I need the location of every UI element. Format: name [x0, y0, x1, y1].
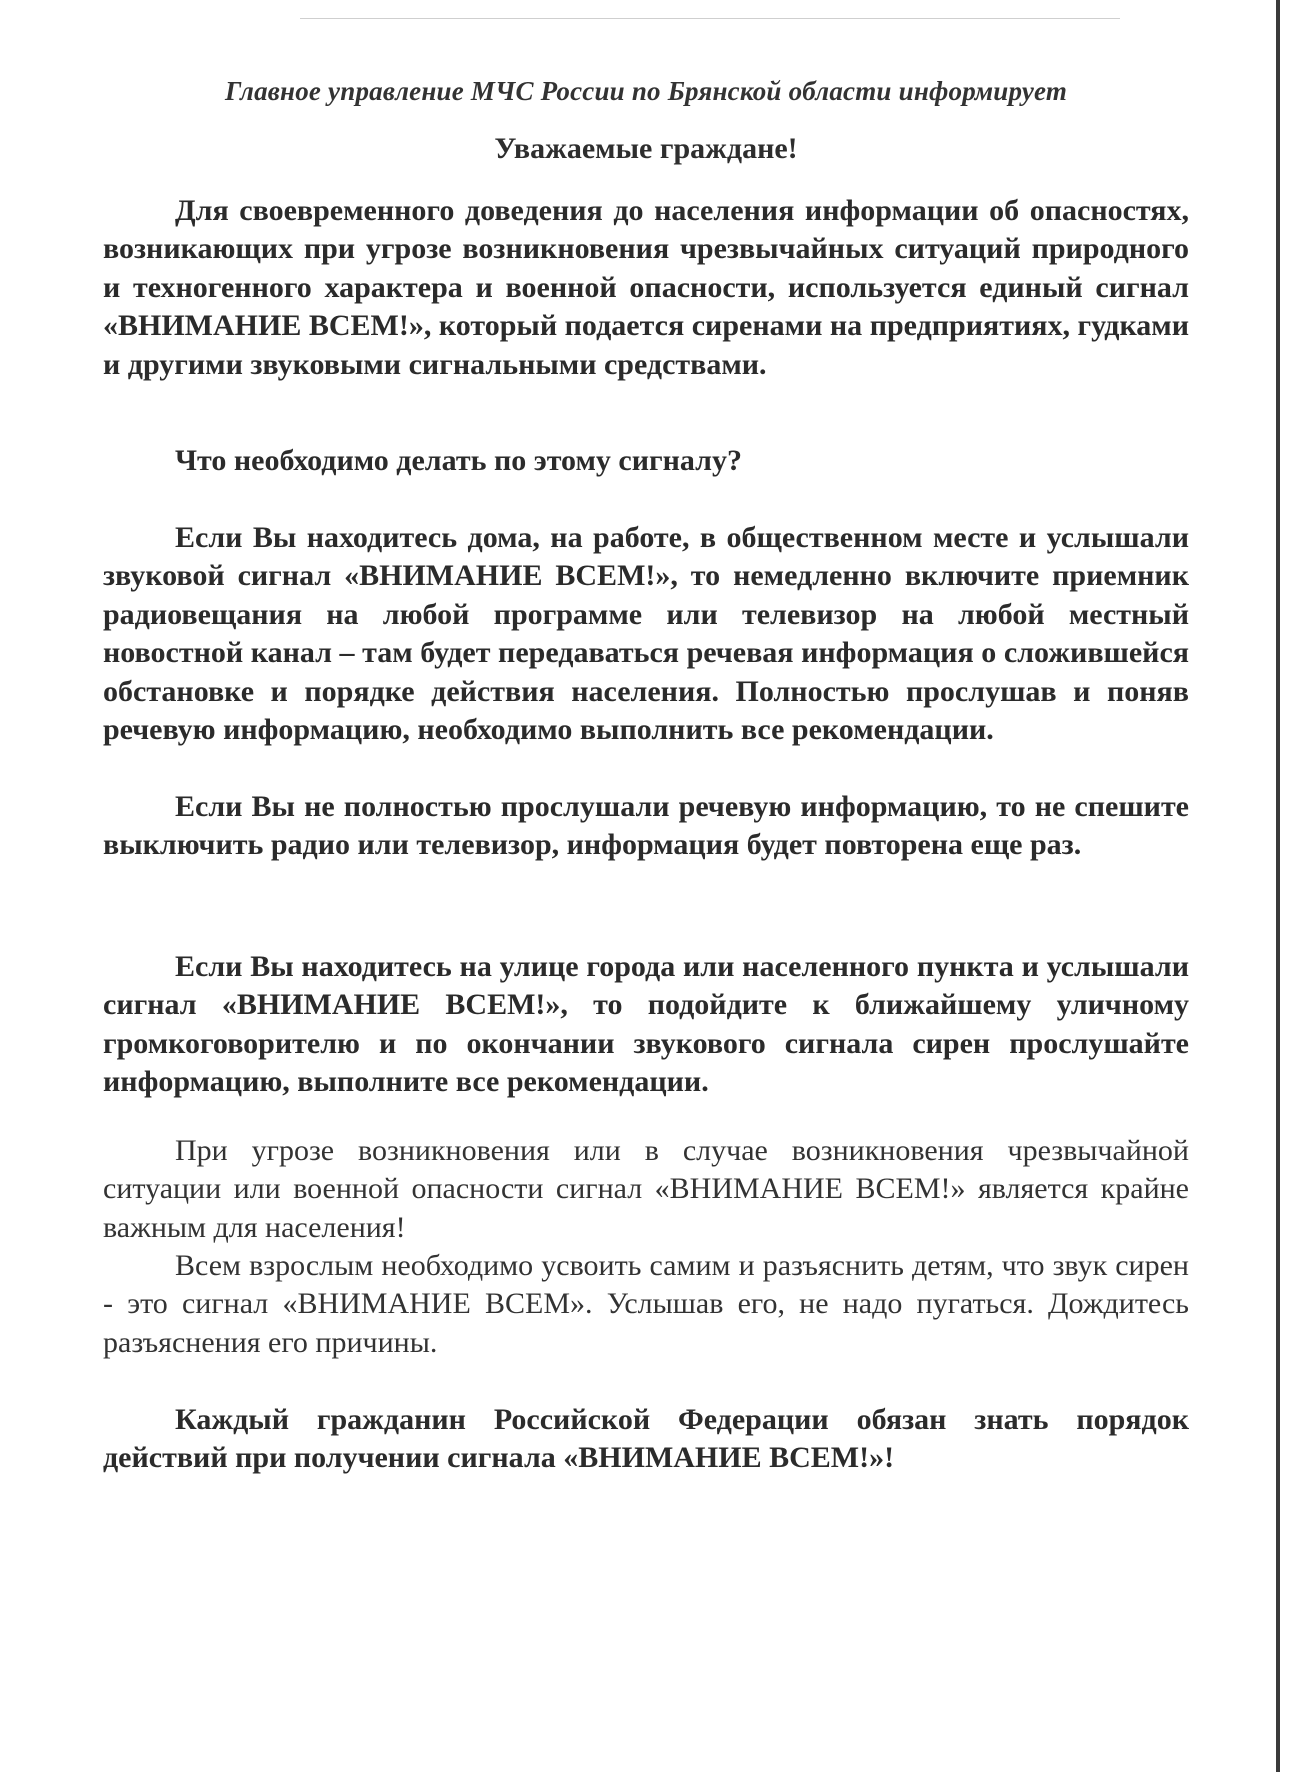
scan-edge-top [300, 18, 1120, 19]
paragraph-at-home: Если Вы находитесь дома, на работе, в общественном месте и услышали звуковой сигнал «ВНИМАНИЕ ВСЕМ!», то немедленно включите приемник радиовещания на любой программе или телевизор на любой местный новостной канал – там будет передаваться речевая информация о сложившейся обстановке и порядке действия населения. Полностью прослушав и поняв речевую информацию, необходимо выполнить все рекомендации. [103, 521, 1189, 747]
paragraph-importance: При угрозе возникновения или в случае возникновения чрезвычайной ситуации или военной опасности сигнал «ВНИМАНИЕ ВСЕМ!» является крайне важным для населения! [103, 1134, 1189, 1244]
paragraph-signal-intro: Для своевременного доведения до населения информации об опасностях, возникающих при угрозе возникновения чрезвычайных ситуаций природного и техногенного характера и военной опасности, используется единый сигнал «ВНИМАНИЕ ВСЕМ!», который подается сиренами на предприятиях, гудками и другими звуковыми сигнальными средствами. [103, 194, 1189, 381]
paragraph-on-street: Если Вы находитесь на улице города или населенного пункта и услышали сигнал «ВНИМАНИЕ ВСЕМ!», то подойдите к ближайшему уличному громкоговорителю и по окончании звукового сигнала сирен прослушайте информацию, выполните все рекомендации. [103, 950, 1189, 1099]
scan-edge-right [1276, 0, 1280, 1772]
paragraph-adults-children: Всем взрослым необходимо усвоить самим и разъяснить детям, что звук сирен - это сигнал «ВНИМАНИЕ ВСЕМ». Услышав его, не надо пугаться. Дождитесь разъяснения его причины. [103, 1249, 1189, 1359]
paragraph-obligation: Каждый гражданин Российской Федерации обязан знать порядок действий при получении сигнала «ВНИМАНИЕ ВСЕМ!»! [103, 1403, 1189, 1475]
document-header: Главное управление МЧС России по Брянской области информирует [224, 76, 1068, 106]
paragraph-not-fully-heard: Если Вы не полностью прослушали речевую информацию, то не спешите выключить радио или телевизор, информация будет повторена еще раз. [103, 790, 1189, 862]
salutation: Уважаемые граждане! [494, 132, 798, 165]
paragraph-question: Что необходимо делать по этому сигналу? [175, 444, 743, 477]
